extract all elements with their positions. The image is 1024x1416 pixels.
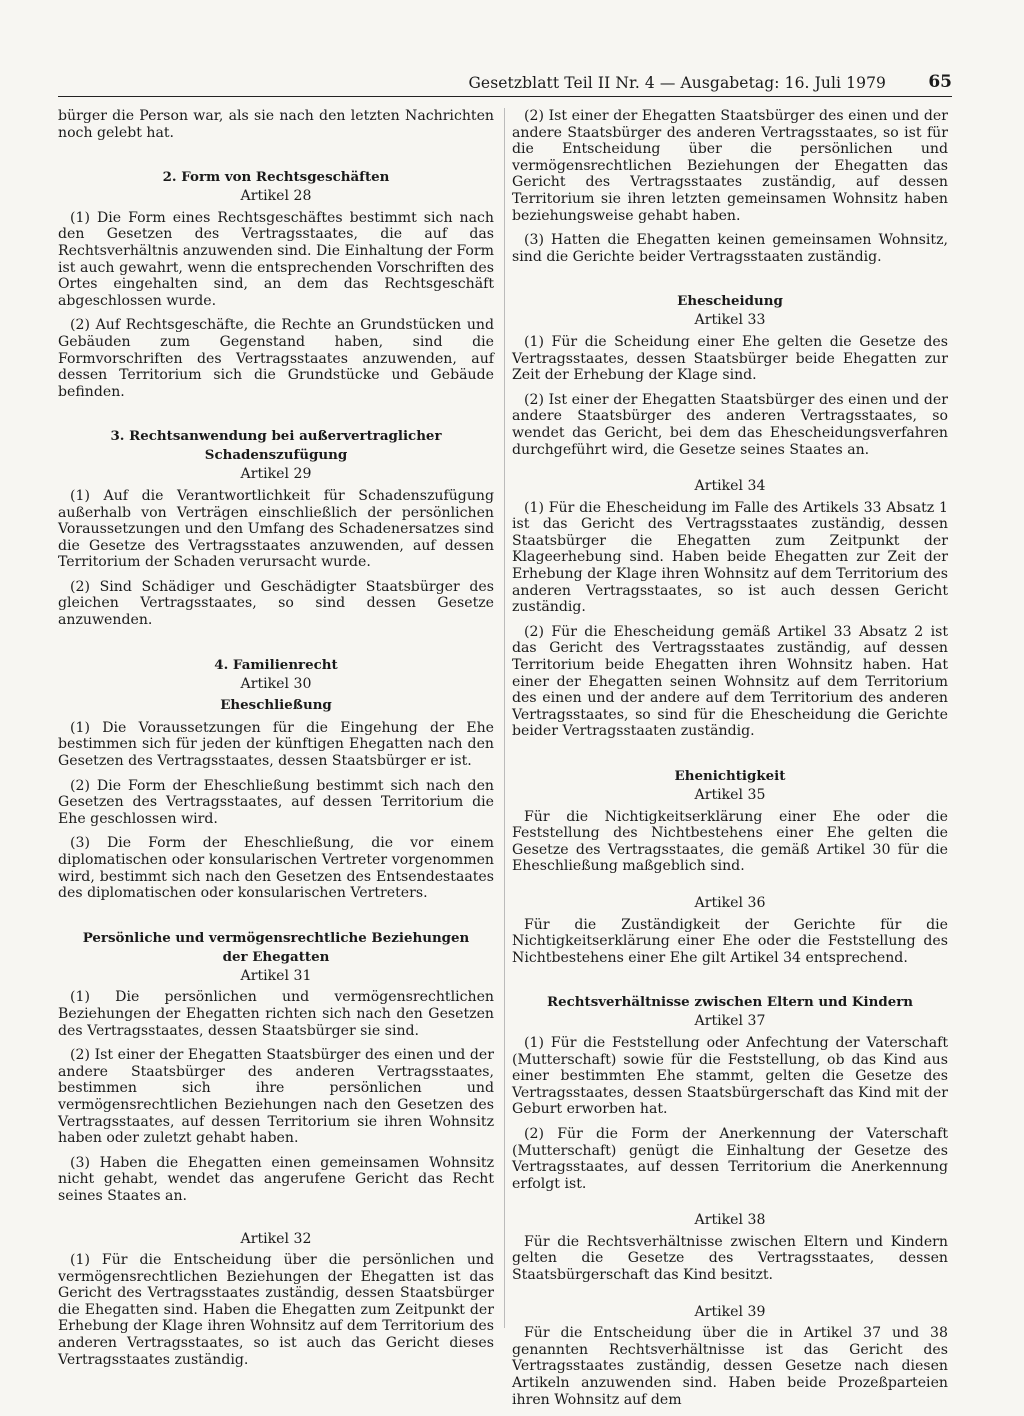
article-heading: Artikel 33: [694, 312, 766, 329]
subheading: Eheschließung: [220, 697, 332, 714]
paragraph: (2) Die Form der Eheschließung bestimmt sich nach den Gesetzen des Vertragsstaates, auf dessen Territorium die Ehe geschlossen wird.: [58, 777, 494, 827]
paragraph: (1) Die Voraussetzungen für die Eingehung der Ehe bestimmen sich für jeden der künftigen Ehegatten nach den Gesetzen des Vertragsstaates, dessen Staatsbürger er ist.: [58, 719, 494, 770]
paragraph: (1) Die persönlichen und vermögensrechtlichen Beziehungen der Ehegatten richten sich nach den Gesetzen des Vertragsstaates, dessen Staatsbürger sie sind.: [58, 989, 494, 1039]
article-heading: Artikel 39: [694, 1303, 766, 1320]
page-header: [58, 62, 952, 97]
column-divider: [504, 108, 505, 1328]
paragraph: Für die Entscheidung über die in Artikel 37 und 38 genannten Rechtsverhältnisse ist das Gericht des Vertragsstaates zuständig, dessen Gesetze nach diesen Artikeln anzuwenden sind. Haben beide Prozeßparteien ihren Wohnsitz auf dem: [512, 1325, 948, 1408]
paragraph: (2) Ist einer der Ehegatten Staatsbürger des einen und der andere Staatsbürger des anderen Vertragsstaates, bestimmen sich ihre persönlichen und vermögensrechtlichen Beziehungen nach den Gesetzen des Vertragsstaates, auf dessen Territorium sie ihren Wohnsitz haben oder zuletzt gehabt haben.: [58, 1047, 494, 1147]
paragraph: Für die Nichtigkeitserklärung einer Ehe oder die Feststellung des Nichtbestehens einer Ehe gelten die Gesetze des Vertragsstaates, die gemäß Artikel 30 für die Eheschließung maßgeblich sind.: [512, 808, 948, 875]
paragraph: (3) Die Form der Eheschließung, die vor einem diplomatischen oder konsularischen Vertreter vorgenommen wird, bestimmt sich nach den Gesetzen des Entsendestaates des diplomatischen oder konsularischen Vertreters.: [58, 835, 494, 902]
page-number: 65: [928, 72, 952, 92]
paragraph: (1) Auf die Verantwortlichkeit für Schadenszufügung außerhalb von Verträgen einschließlich der persönlichen Voraussetzungen und den Umfang des Schadenersatzes sind die Gesetze des Vertragsstaates anzuwenden, auf dessen Territorium der Schaden verursacht wurde.: [58, 487, 494, 571]
section-heading: 4. Familienrecht: [214, 656, 338, 673]
paragraph: (1) Für die Feststellung oder Anfechtung der Vaterschaft (Mutterschaft) sowie für die Feststellung, ob das Kind aus einer bestimmten Ehe stammt, gelten die Gesetze des Vertragsstaates, dessen Staatsbürgerschaft das Kind mit der Geburt erworben hat.: [512, 1034, 948, 1118]
article-heading: Artikel 34: [694, 478, 766, 495]
paragraph: (1) Die Form eines Rechtsgeschäftes bestimmt sich nach den Gesetzen des Vertragsstaates, die auf das Rechtsverhältnis anzuwenden sind. Die Einhaltung der Form ist auch gewahrt, wenn die entsprechenden Vorschriften des Ortes eingehalten sind, an dem das Rechtsgeschäft abgeschlossen wurde.: [58, 209, 494, 309]
section-heading: Ehenichtigkeit: [674, 768, 786, 784]
section-heading: Persönliche und vermögensrechtliche Beziehungen: [82, 929, 470, 946]
paragraph: (3) Hatten die Ehegatten keinen gemeinsamen Wohnsitz, sind die Gerichte beider Vertragsstaaten zuständig.: [512, 232, 948, 265]
article-heading: Artikel 38: [694, 1212, 766, 1229]
paragraph: (2) Für die Ehescheidung gemäß Artikel 33 Absatz 2 ist das Gericht des Vertragsstaates zuständig, auf dessen Territorium beide Ehegatten ihren Wohnsitz haben. Hat einer der Ehegatten seinen Wohnsitz auf dem Territorium des einen und der andere auf dem Territorium des anderen Vertragsstaates, so sind für die Ehescheidung die Gerichte beider Vertragsstaaten zuständig.: [512, 623, 948, 740]
article-heading: Artikel 36: [694, 894, 766, 911]
section-heading: 3. Rechtsanwendung bei außervertraglicher: [110, 428, 442, 445]
paragraph: (2) Ist einer der Ehegatten Staatsbürger des einen und der andere Staatsbürger des anderen Vertragsstaates, so ist für die Entscheidung über die persönlichen und vermögensrechtlichen Beziehungen der Ehegatten das Gericht des Vertragsstaates zuständig, auf dessen Territorium sie ihren letzten gemeinsamen Wohnsitz haben beziehungsweise gehabt haben.: [512, 108, 948, 224]
paragraph: (2) Ist einer der Ehegatten Staatsbürger des einen und der andere Staatsbürger des anderen Vertragsstaates, so wendet das Gericht, bei dem das Ehescheidungsverfahren durchgeführt wird, die Gesetze seines Staates an.: [512, 391, 948, 458]
article-heading: Artikel 28: [240, 188, 312, 205]
header-title: Gesetzblatt Teil II Nr. 4 — Ausgabetag: 16. Juli 1979: [468, 74, 886, 92]
article-heading: Artikel 30: [240, 675, 312, 692]
paragraph: (1) Für die Entscheidung über die persönlichen und vermögensrechtlichen Beziehungen der Ehegatten ist das Gericht des Vertragsstaates zuständig, dessen Staatsbürger die Ehegatten sind. Haben die Ehegatten zum Zeitpunkt der Erhebung der Klage ihren Wohnsitz auf dem Territorium des anderen Vertragsstaates, so ist auch das Gericht dieses Vertragsstaates zuständig.: [58, 1252, 494, 1368]
paragraph: (3) Haben die Ehegatten einen gemeinsamen Wohnsitz nicht gehabt, wendet das angerufene Gericht das Recht seines Staates an.: [58, 1154, 494, 1204]
paragraph: (1) Für die Ehescheidung im Falle des Artikels 33 Absatz 1 ist das Gericht des Vertragsstaates zuständig, dessen Staatsbürger die Ehegatten zum Zeitpunkt der Klageerhebung sind. Haben beide Ehegatten zur Zeit der Erhebung der Klage ihren Wohnsitz auf dem Territorium des anderen Vertragsstaates, so ist auch dessen Gericht zuständig.: [512, 499, 948, 616]
article-heading: Artikel 29: [240, 466, 312, 483]
section-heading: der Ehegatten: [222, 948, 330, 965]
left-column: [58, 108, 494, 1376]
paragraph: bürger die Person war, als sie nach den letzten Nachrichten noch gelebt hat.: [58, 108, 494, 141]
right-column: [512, 108, 948, 1416]
paragraph: Für die Rechtsverhältnisse zwischen Eltern und Kindern gelten die Gesetze des Vertragsstaates, dessen Staatsbürgerschaft das Kind besitzt.: [512, 1233, 948, 1284]
section-heading: 2. Form von Rechtsgeschäften: [162, 169, 390, 186]
paragraph: (1) Für die Scheidung einer Ehe gelten die Gesetze des Vertragsstaates, dessen Staatsbürger beide Ehegatten zur Zeit der Erhebung der Klage sind.: [512, 333, 948, 384]
section-heading: Ehescheidung: [677, 293, 783, 310]
article-heading: Artikel 31: [240, 967, 312, 984]
paragraph: Für die Zuständigkeit der Gerichte für die Nichtigkeitserklärung einer Ehe oder die Feststellung des Nichtbestehens einer Ehe gilt Artikel 34 entsprechend.: [512, 916, 948, 966]
paragraph: (2) Sind Schädiger und Geschädigter Staatsbürger des gleichen Vertragsstaates, so sind dessen Gesetze anzuwenden.: [58, 578, 494, 629]
section-heading: Schadenszufügung: [204, 447, 348, 464]
paragraph: (2) Auf Rechtsgeschäfte, die Rechte an Grundstücken und Gebäuden zum Gegenstand haben, sind die Formvorschriften des Vertragsstaates anzuwenden, auf dessen Territorium sich die Grundstücke und Gebäude befinden.: [58, 317, 494, 400]
article-heading: Artikel 35: [694, 787, 766, 803]
paragraph: (2) Für die Form der Anerkennung der Vaterschaft (Mutterschaft) genügt die Einhaltung der Gesetze des Vertragsstaates, auf dessen Territorium die Anerkennung erfolgt ist.: [512, 1125, 948, 1192]
article-heading: Artikel 37: [694, 1013, 766, 1030]
section-heading: Rechtsverhältnisse zwischen Eltern und Kindern: [546, 994, 914, 1011]
article-heading: Artikel 32: [240, 1230, 312, 1247]
